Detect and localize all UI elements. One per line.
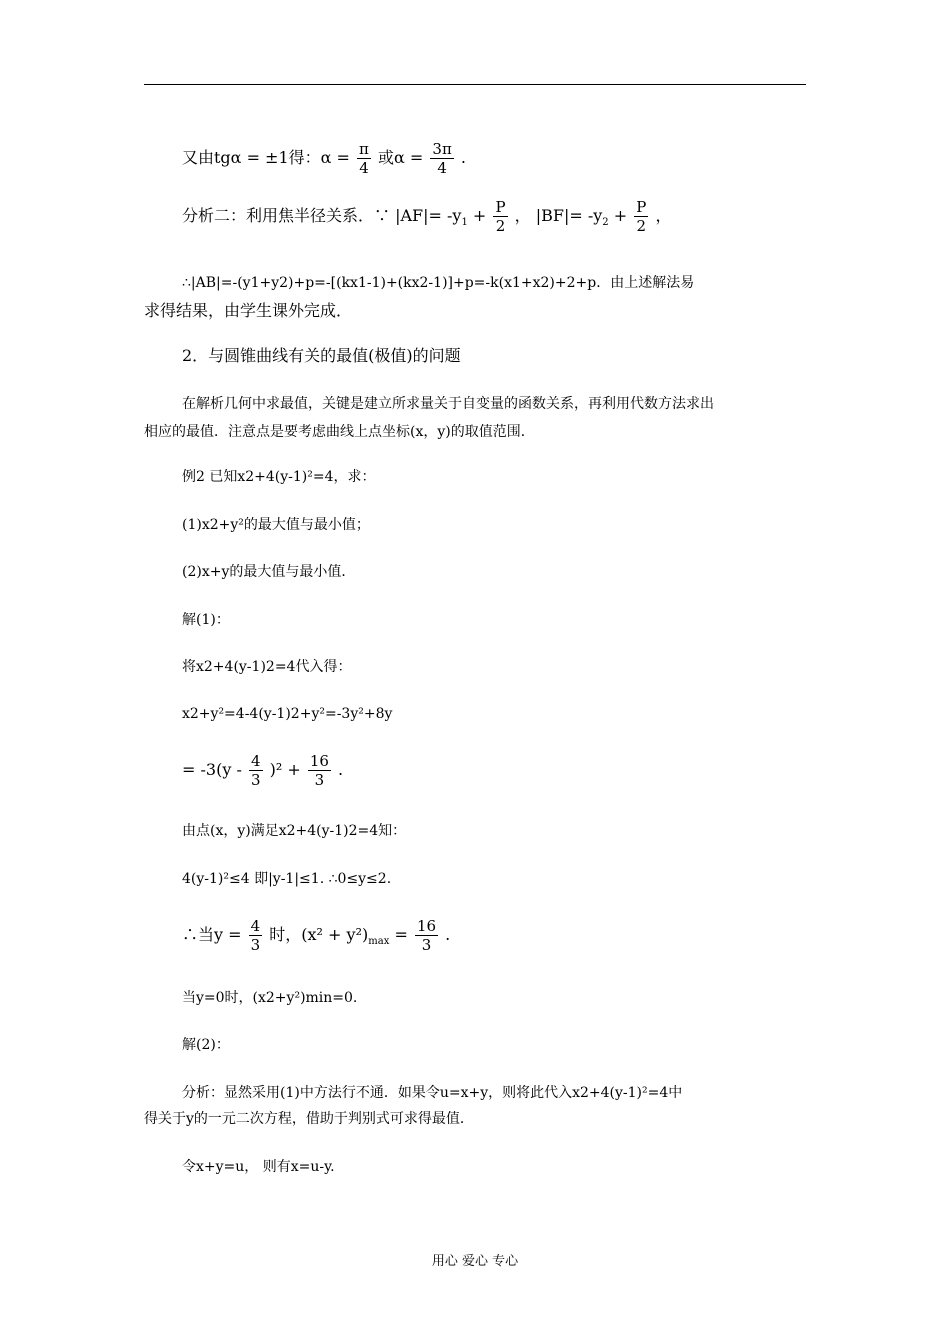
fraction-p-over-2 <box>634 198 648 235</box>
numerator: 3π <box>432 140 452 158</box>
denominator: 3 <box>250 936 261 954</box>
numerator: 4 <box>250 917 261 935</box>
header-rule <box>144 84 806 85</box>
solution-line: x2+y²=4-4(y-1)2+y²=-3y²+8y <box>182 706 393 722</box>
fraction-3pi-over-4 <box>430 140 453 177</box>
text-segment: ∴当y = <box>182 925 242 944</box>
text-segment: )² + <box>269 760 301 779</box>
subscript: 2 <box>602 217 609 229</box>
denominator: 2 <box>495 217 506 235</box>
line-focal-radius <box>182 198 671 235</box>
fraction-4-over-3 <box>249 917 263 954</box>
solution-1-heading: 解(1)： <box>182 612 230 628</box>
page-footer: 用心 爱心 专心 <box>431 1254 519 1269</box>
paragraph-line: 在解析几何中求最值，关键是建立所求量关于自变量的函数关系，再利用代数方法求出 <box>182 396 714 412</box>
subscript: 1 <box>461 217 468 229</box>
question-1: (1)x2+y²的最大值与最小值； <box>182 517 370 533</box>
solution-line: 当y=0时，(x2+y²)min=0. <box>182 990 358 1006</box>
text-segment: ， <box>655 206 672 225</box>
denominator: 3 <box>421 936 432 954</box>
question-2: (2)x+y的最大值与最小值． <box>182 564 356 580</box>
fraction-pi-over-4 <box>357 140 371 177</box>
numerator: P <box>636 198 647 216</box>
paragraph-line: 相应的最值．注意点是要考虑曲线上点坐标(x，y)的取值范围． <box>144 424 535 440</box>
subscript: max <box>368 936 390 948</box>
text-segment: = <box>394 925 408 944</box>
solution-line: 4(y-1)²≤4 即|y-1|≤1. ∴0≤y≤2. <box>182 871 392 887</box>
fraction-4-over-3 <box>249 752 263 789</box>
text-segment: . <box>338 760 344 779</box>
numerator: 16 <box>416 917 437 935</box>
text-segment: 时，(x² + y²) <box>269 925 369 944</box>
fraction-p-over-2 <box>493 198 507 235</box>
denominator: 2 <box>636 217 647 235</box>
line-result-note: 求得结果，由学生课外完成． <box>144 301 353 320</box>
denominator: 3 <box>314 771 325 789</box>
text-segment: . <box>445 925 451 944</box>
solution-line: 将x2+4(y-1)2=4代入得： <box>182 659 352 675</box>
text-segment: 或α = <box>378 148 424 167</box>
paragraph-line: 分析：显然采用(1)中方法行不通．如果令u=x+y，则将此代入x2+4(y-1)²=4中 <box>182 1085 683 1101</box>
fraction-16-over-3 <box>415 917 438 954</box>
numerator: 16 <box>309 752 329 770</box>
text-segment: 分析二：利用焦半径关系．∵ |AF|= -y <box>182 206 462 225</box>
numerator: P <box>495 198 506 216</box>
line-alpha-result <box>182 140 466 177</box>
text-segment: + <box>467 206 487 225</box>
text-segment: + <box>608 206 628 225</box>
denominator: 3 <box>250 771 261 789</box>
solution-2-heading: 解(2)： <box>182 1037 230 1053</box>
line-completing-square <box>182 752 343 789</box>
line-ab-length: ∴|AB|=-(y1+y2)+p=-[(kx1-1)+(kx2-1)]+p=-k(x1+x2)+2+p．由上述解法易 <box>182 275 695 291</box>
text-segment: . <box>460 148 466 167</box>
text-segment: = -3(y - <box>182 760 242 779</box>
text-segment: ， |BF|= -y <box>514 206 603 225</box>
section-heading: 2．与圆锥曲线有关的最值(极值)的问题 <box>182 346 461 365</box>
fraction-16-over-3 <box>308 752 331 789</box>
solution-line: 令x+y=u， 则有x=u-y. <box>182 1159 335 1175</box>
text-segment: 又由tgα = ±1得：α = <box>182 148 350 167</box>
example-heading: 例2 已知x2+4(y-1)²=4，求： <box>182 469 376 485</box>
solution-line: 由点(x，y)满足x2+4(y-1)2=4知： <box>182 823 407 839</box>
denominator: 4 <box>359 159 369 177</box>
numerator: 4 <box>250 752 261 770</box>
numerator: π <box>359 140 369 158</box>
denominator: 4 <box>437 159 447 177</box>
paragraph-line: 得关于y的一元二次方程，借助于判别式可求得最值． <box>144 1111 474 1127</box>
line-max-value <box>182 917 450 954</box>
